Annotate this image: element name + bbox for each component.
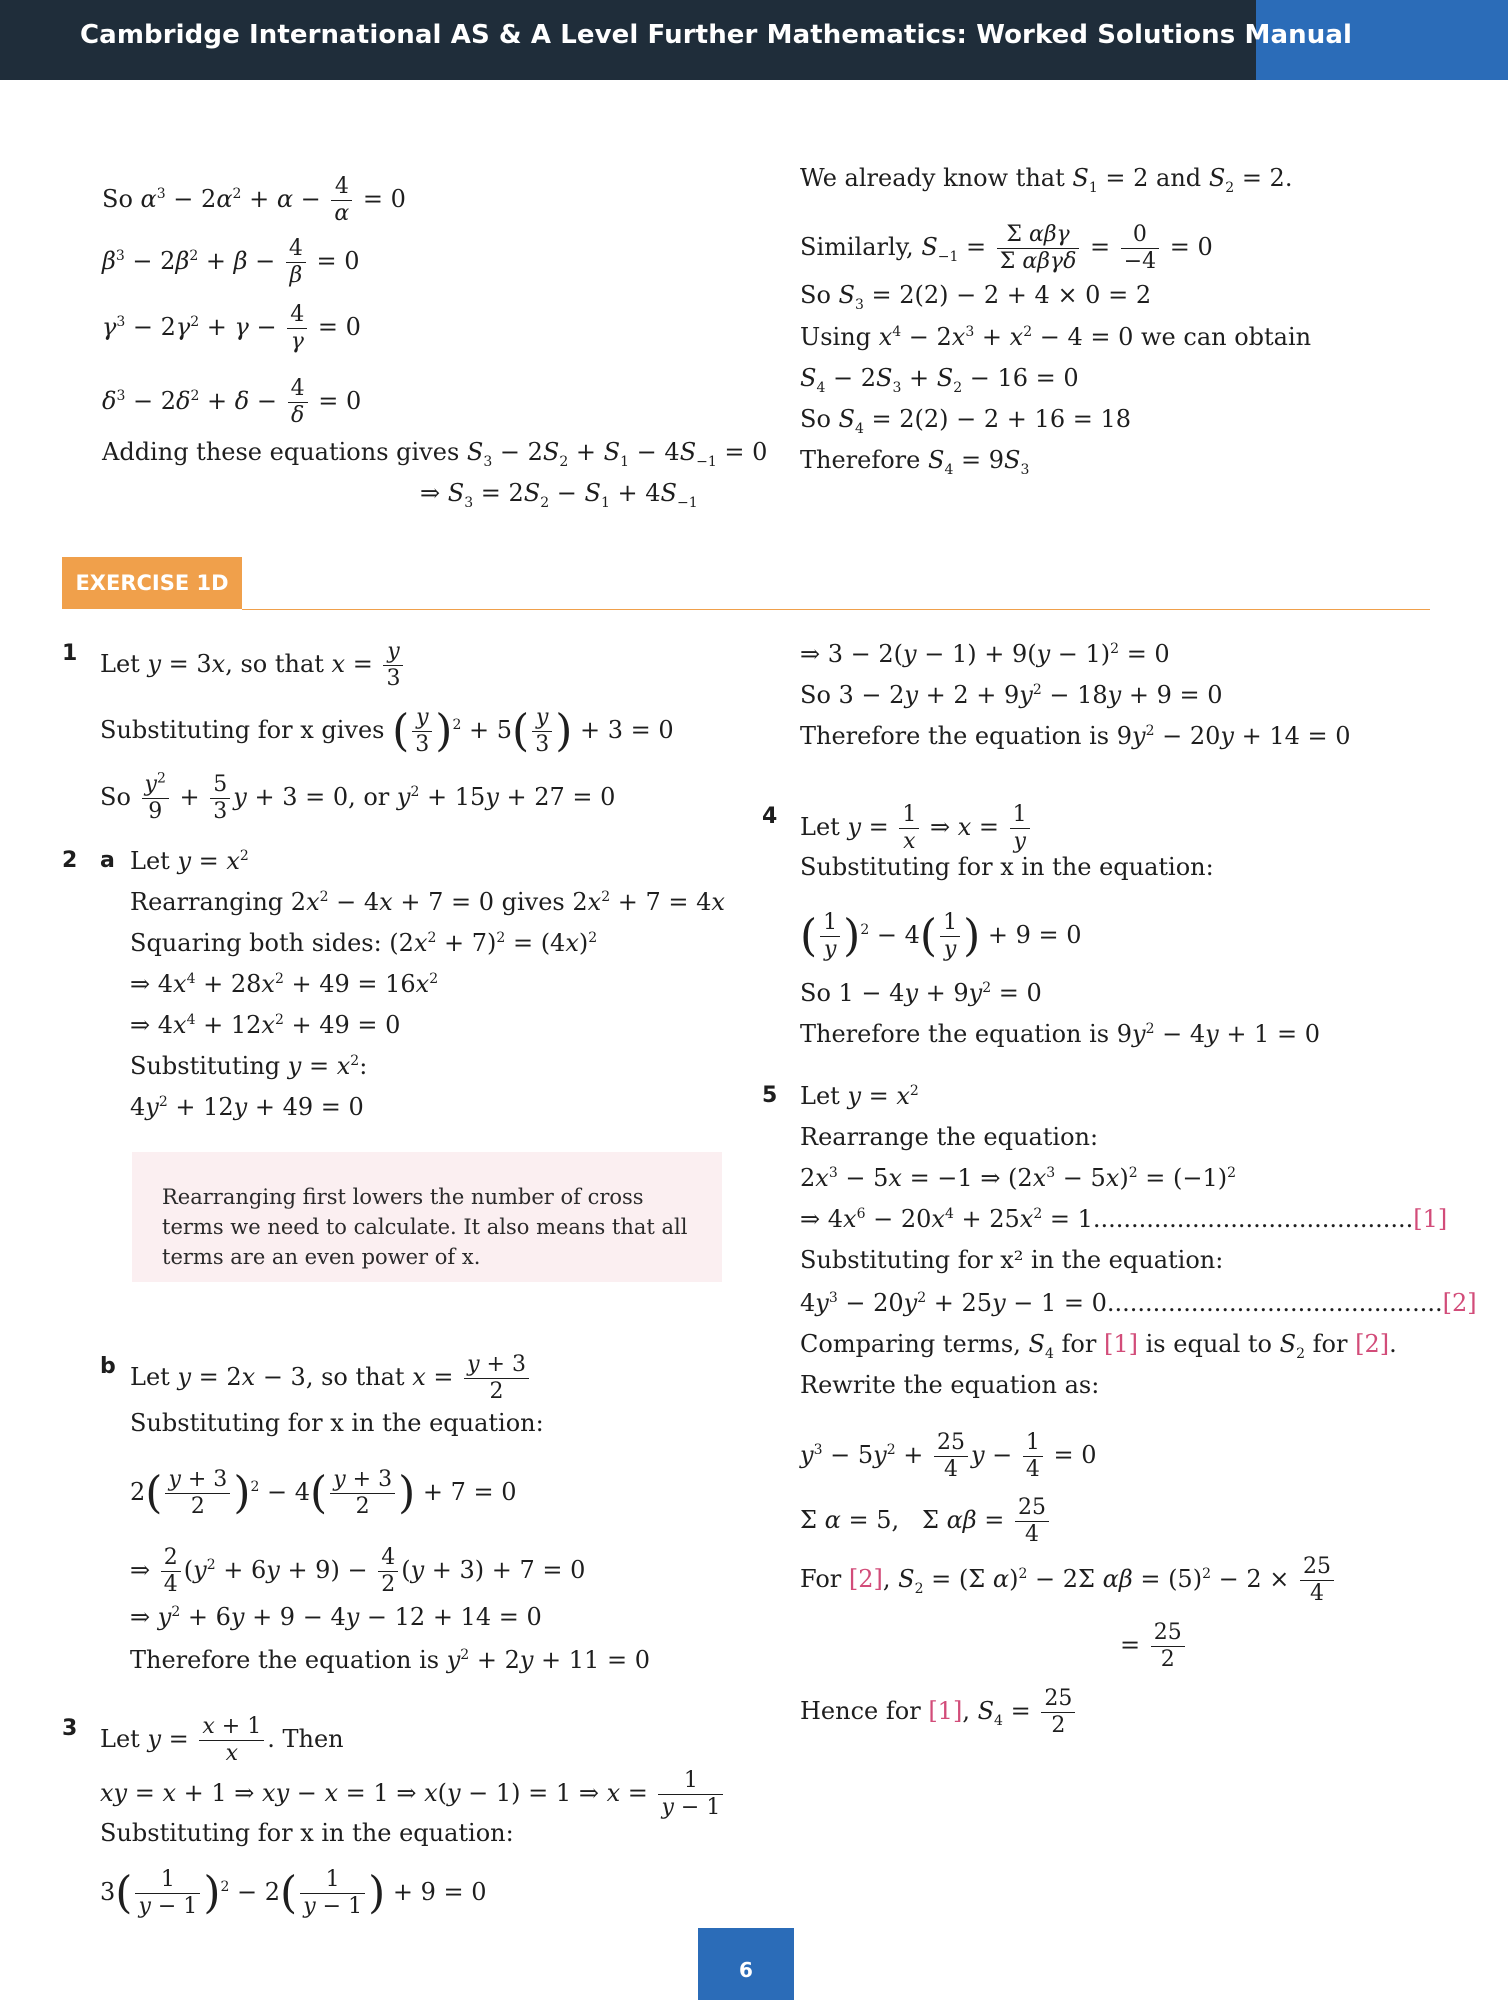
math-line: Similarly, $S_{-1}$ = Σ αβγ Σ αβγδ = $\frac{0}{-4}$ = 0 [800, 222, 1213, 274]
page-header-title: Cambridge International AS & A Level Further Mathematics: Worked Solutions Manual [80, 20, 1352, 50]
math-line: ( $\frac{1}{y}$ )$^2$ − 4( $\frac{1}{y}$ ) + 9 = 0 [800, 910, 1082, 962]
math-line: $y^3 - 5y^2$ + $\frac{25}{4}$ y − $\frac{1}{4}$ = 0 [800, 1430, 1097, 1482]
math-line: Substituting $y = x^2$: [130, 1052, 368, 1080]
math-line: ⇒ $y^2 + 6y + 9 - 4y - 12 + 14 = 0$ [130, 1603, 542, 1631]
math-line: Substituting for x in the equation: [130, 1409, 544, 1437]
page-number: 6 [698, 1928, 794, 2000]
math-line: Let y = 3x, so that x = $\frac{y}{3}$ [100, 639, 406, 692]
math-line: ⇒ $4x^6 - 20x^4 + 25x^2 = 1..........................................[1]$ [800, 1205, 1448, 1233]
math-line: Rearranging $2x^2 - 4x + 7 = 0$ gives $2x^2 + 7 = 4x$ [130, 888, 725, 916]
question-number: 2 [62, 848, 78, 873]
math-line: Substituting for x gives ( $\frac{y}{3}$ )$^2$ + 5( $\frac{y}{3}$ ) + 3 = 0 [100, 705, 674, 757]
question-part: a [100, 848, 115, 873]
math-line: xy = x + 1 ⇒ xy − x = 1 ⇒ x(y − 1) = 1 ⇒ x = $\frac{1}{y - 1}$ [100, 1768, 726, 1821]
math-line: For [2], $S_2 = (\Sigma$ α)$^2$ − 2Σ $\alpha\beta = (5)^2 - 2$ × $\frac{25}{4}$ [800, 1554, 1337, 1607]
math-line: $\beta^3 - 2\beta^2 + \beta$ − $\frac{4}{\beta}$ = 0 [102, 236, 360, 288]
math-line: Let y = 2x − 3, so that x = $\frac{y + 3}{2}$ [130, 1352, 532, 1405]
math-line: 3( $\frac{1}{y - 1}$ )$^2$ − 2( $\frac{1}{y - 1}$ ) + 9 = 0 [100, 1867, 487, 1919]
math-line: Substituting for x in the equation: [800, 853, 1214, 881]
math-line: So $S_3 = 2(2) - 2 + 4 \times 0 = 2$ [800, 281, 1152, 313]
math-line: So $\frac{y^2}{9}$ + $\frac{5}{3}$ y + 3 = 0, or $y^2 + 15y + 27 = 0$ [100, 770, 616, 824]
math-line: Let $y = x^2$ [130, 847, 249, 875]
math-line: Let y = $\frac{x + 1}{x}$ . Then [100, 1714, 344, 1766]
math-line: Adding these equations gives $S_3 - 2S_2 + S_1 - 4S_{-1} = 0$ [102, 438, 768, 470]
math-line: So $3 - 2y + 2 + 9y^2 - 18y + 9 = 0$ [800, 681, 1223, 709]
math-line: Comparing terms, $S_4$ for [1] is equal to $S_2$ for [2]. [800, 1330, 1397, 1362]
question-number: 4 [762, 804, 778, 829]
math-line: Rearrange the equation: [800, 1123, 1099, 1151]
math-line: = $\frac{25}{2}$ [1120, 1620, 1188, 1673]
math-line: So $\alpha^3 - 2\alpha^2 + \alpha$ − $\frac{4}{\alpha}$ = 0 [102, 174, 406, 226]
math-line: Let y = $\frac{1}{x}$ ⇒ x = $\frac{1}{y}$ [800, 802, 1033, 855]
math-line: Therefore the equation is $9y^2 - 4y + 1 = 0$ [800, 1020, 1320, 1048]
math-line: Squaring both sides: $(2x^2 + 7)^2 = (4x)^2$ [130, 929, 598, 957]
math-line: Using $x^4 - 2x^3 + x^2 - 4 = 0$ we can obtain [800, 323, 1312, 351]
math-line: So $1 - 4y + 9y^2 = 0$ [800, 979, 1042, 1007]
math-line: Substituting for x in the equation: [100, 1819, 514, 1847]
question-part: b [100, 1354, 116, 1379]
math-line: $S_4 - 2S_3 + S_2 - 16 = 0$ [800, 364, 1079, 396]
math-line: Therefore the equation is $y^2 + 2y + 11 = 0$ [130, 1646, 650, 1674]
math-line: ⇒ $4x^4 + 12x^2 + 49 = 0$ [130, 1011, 401, 1039]
math-line: $4y^3 - 20y^2 + 25y - 1 = 0............................................[2]$ [800, 1289, 1477, 1317]
question-number: 5 [762, 1083, 778, 1108]
math-line: Hence for [1], $S_4$ = $\frac{25}{2}$ [800, 1686, 1078, 1739]
math-line: 2( $\frac{y + 3}{2}$ )$^2$ − 4( $\frac{y + 3}{2}$ ) + 7 = 0 [130, 1467, 517, 1519]
math-line: $2x^3 - 5x = -1$ ⇒ $(2x^3 - 5x)^2 = (-1)^2$ [800, 1164, 1237, 1192]
math-line: Let $y = x^2$ [800, 1082, 919, 1110]
exercise-heading: EXERCISE 1D [62, 557, 242, 609]
math-line: ⇒ $3 - 2(y - 1) + 9(y - 1)^2 = 0$ [800, 640, 1170, 668]
math-line: We already know that $S_1 = 2$ and $S_2 = 2$. [800, 164, 1293, 196]
math-line: ⇒ $\frac{2}{4}$ $(y^2 + 6y + 9)$ − $\frac{4}{2}$ (y + 3) + 7 = 0 [130, 1545, 586, 1597]
math-line: Therefore $S_4 = 9S_3$ [800, 446, 1030, 478]
note-text: Rearranging first lowers the number of cross terms we need to calculate. It also means that all terms are an even power of x. [162, 1185, 688, 1269]
math-line: Σ α = 5, Σ αβ = $\frac{25}{4}$ [800, 1495, 1052, 1548]
exercise-rule [242, 609, 1430, 610]
question-number: 1 [62, 641, 78, 666]
math-line: So $S_4 = 2(2) - 2 + 16 = 18$ [800, 405, 1131, 437]
math-line: $\gamma^3 - 2\gamma^2 + \gamma$ − $\frac{4}{\gamma}$ = 0 [102, 302, 361, 354]
question-number: 3 [62, 1716, 78, 1741]
math-line: ⇒ $4x^4 + 28x^2 + 49 = 16x^2$ [130, 970, 439, 998]
math-line: ⇒ $S_3 = 2S_2 - S_1 + 4S_{-1}$ [420, 479, 698, 511]
math-line: $4y^2 + 12y + 49 = 0$ [130, 1093, 364, 1121]
math-line: Therefore the equation is $9y^2 - 20y + 14 = 0$ [800, 722, 1351, 750]
math-line: Rewrite the equation as: [800, 1371, 1100, 1399]
math-line: $\delta^3 - 2\delta^2 + \delta$ − $\frac{4}{\delta}$ = 0 [102, 376, 362, 428]
math-line: Substituting for x² in the equation: [800, 1246, 1224, 1274]
